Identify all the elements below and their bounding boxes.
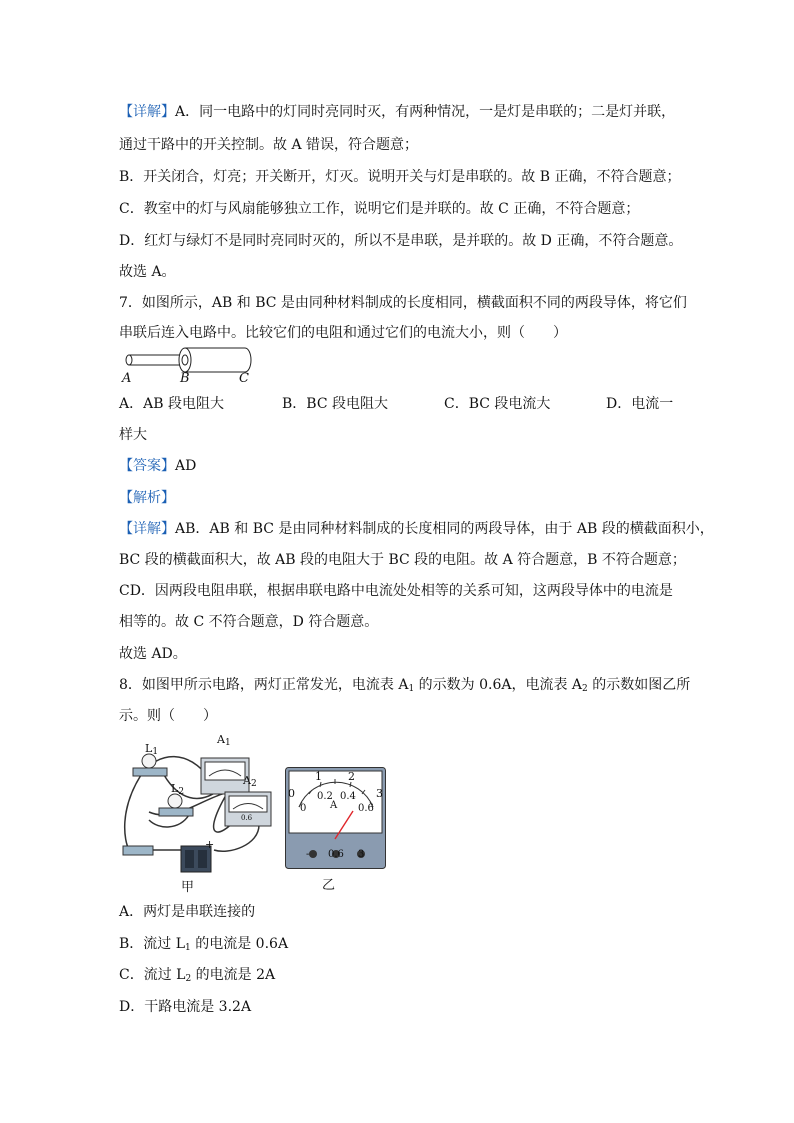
p1-text1: A．同一电路中的灯同时亮同时灭，有两种情况，一是灯是串联的；二是灯并联， xyxy=(175,104,676,120)
q7-detail-4: 相等的。故 C 不符合题意，D 符合题意。 xyxy=(119,614,379,630)
q8-option-d: D．干路电流是 3.2A xyxy=(119,999,252,1015)
label-l1: $L_1$ xyxy=(145,742,159,757)
dial-0-2: 0.2 xyxy=(317,791,333,802)
q7-option-d-cont: 样大 xyxy=(119,427,147,443)
q7-detail-2: BC 段的横截面积大，故 AB 段的电阻大于 BC 段的电阻。故 A 符合题意，B 不符合题意； xyxy=(119,552,686,568)
label-l2: $L_2$ xyxy=(171,782,185,797)
detail-tag-2: 【详解】 xyxy=(119,521,175,537)
q7-line2: 串联后连入电路中。比较它们的电阻和通过它们的电流大小，则（ ） xyxy=(119,325,567,341)
dial-bottom-0: 0 xyxy=(300,803,307,814)
dial-0-4: 0.4 xyxy=(340,791,356,802)
q8-line1: 8．如图甲所示电路，两灯正常发光，电流表 $A_1$ 的示数为 0.6A，电流表 $A_2$ 的示数如图乙所 xyxy=(119,677,691,694)
q7-detail-1-text: AB．AB 和 BC 是由同种材料制成的长度相同的两段导体，由于 AB 段的横截面积小， xyxy=(175,521,714,537)
analysis-tag: 【解析】 xyxy=(119,490,175,506)
battery-plus: + xyxy=(205,838,215,851)
label-0-6: 0.6 xyxy=(241,814,253,822)
q7-detail-5: 故选 AD。 xyxy=(119,646,187,662)
q8-option-b: B．流过 $L_1$ 的电流是 0.6A xyxy=(119,936,289,953)
q7-option-a: A．AB 段电阻大 xyxy=(119,396,224,412)
dial-top-2: 2 xyxy=(348,770,355,783)
dial-top-0: 0 xyxy=(288,787,295,800)
p1-line2: 通过干路中的开关控制。故 A 错误，符合题意； xyxy=(119,137,419,153)
p1-line3: B．开关闭合，灯亮；开关断开，灯灭。说明开关与灯是串联的。故 B 正确，不符合题意； xyxy=(119,169,681,185)
q7-option-b: B．BC 段电阻大 xyxy=(282,396,388,412)
label-a: A xyxy=(122,371,132,386)
terminal-minus: - xyxy=(306,849,310,860)
detail-tag: 【详解】 xyxy=(119,104,175,120)
dial-unit: A xyxy=(330,800,338,811)
caption-yi: 乙 xyxy=(322,878,336,893)
q7-line1: 7．如图所示，AB 和 BC 是由同种材料制成的长度相同，横截面积不同的两段导体，将它们 xyxy=(119,295,687,311)
terminal-0-6: 0.6 xyxy=(328,849,344,860)
q7-detail-1 xyxy=(119,519,714,539)
q7-detail-3: CD．因两段电阻串联，根据串联电路中电流处处相等的关系可知，这两段导体中的电流是 xyxy=(119,583,673,599)
circuit-figure xyxy=(119,730,279,895)
p1-line4: C．教室中的灯与风扇能够独立工作，说明它们是并联的。故 C 正确，不符合题意； xyxy=(119,201,640,217)
q7-option-c: C．BC 段电流大 xyxy=(444,396,551,412)
p1-line1 xyxy=(119,102,675,122)
q8-option-a: A．两灯是串联连接的 xyxy=(119,904,256,920)
p1-line6: 故选 A。 xyxy=(119,264,176,280)
dial-top-3: 3 xyxy=(376,787,383,800)
dial-top-1: 1 xyxy=(315,770,322,783)
q7-answer-line xyxy=(119,456,196,476)
dial-bottom-0-6: 0.6 xyxy=(358,803,374,814)
caption-jia: 甲 xyxy=(181,880,195,895)
label-b: B xyxy=(180,371,190,386)
q7-option-d: D．电流一 xyxy=(606,396,674,412)
q8-option-c: C．流过 $L_2$ 的电流是 2A xyxy=(119,967,276,984)
label-a2: $A_2$ xyxy=(243,774,257,789)
p1-line5: D．红灯与绿灯不是同时亮同时灭的，所以不是串联，是并联的。故 D 正确，不符合题意。 xyxy=(119,233,683,249)
answer-value: AD xyxy=(175,458,197,474)
terminal-3: 3 xyxy=(358,849,365,860)
label-c: C xyxy=(239,371,249,386)
q8-line2: 示。则（ ） xyxy=(119,708,217,724)
answer-tag: 【答案】 xyxy=(119,458,175,474)
label-a1: $A_1$ xyxy=(217,733,231,748)
ammeter-dial-figure xyxy=(285,767,386,892)
